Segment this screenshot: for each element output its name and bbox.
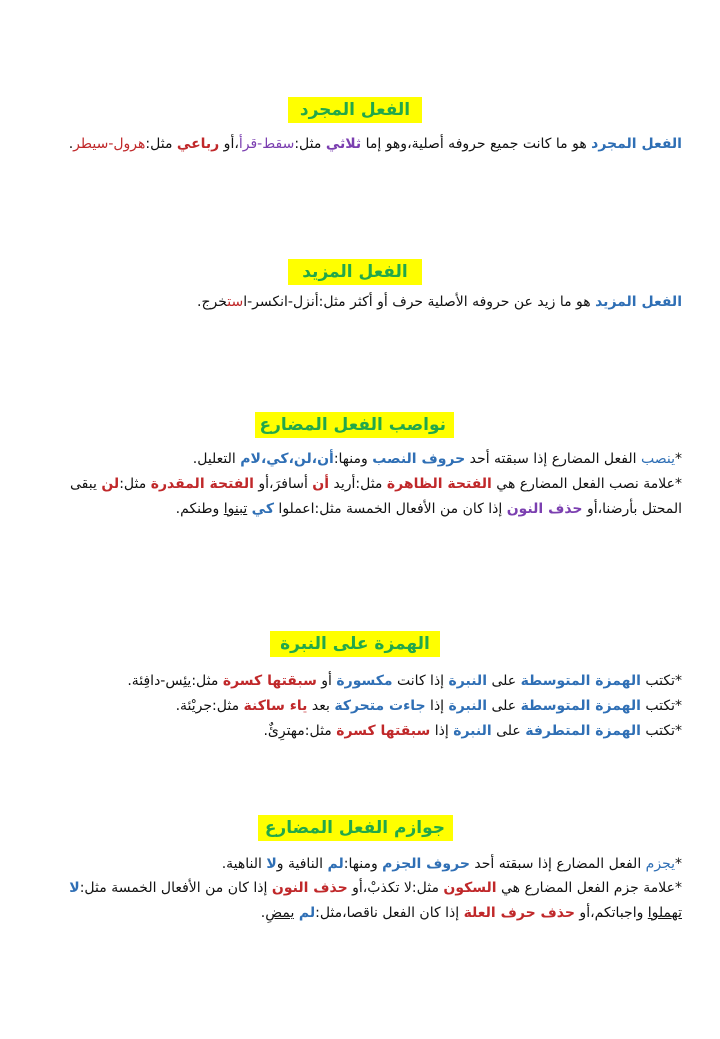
text-segment: *تكتب bbox=[640, 673, 682, 689]
text-segment: *علامة جزم الفعل المضارع هي bbox=[496, 880, 682, 896]
text-segment: الهمزة المتوسطة bbox=[520, 673, 641, 689]
text-segment: أسافرَ،أو bbox=[253, 476, 313, 492]
text-segment: تهملوا bbox=[647, 905, 682, 921]
text-segment: الهمزة المتوسطة bbox=[520, 698, 641, 714]
text-segment: ينصب bbox=[640, 451, 675, 467]
text-segment: *علامة نصب الفعل المضارع هي bbox=[491, 476, 682, 492]
line bbox=[176, 498, 682, 520]
text-segment: *تكتب bbox=[640, 723, 682, 739]
text-segment: إذا كان من الأفعال الخمسة مثل:اعملوا bbox=[273, 501, 507, 517]
text-segment: حروف الجزم bbox=[382, 856, 470, 872]
text-segment: الفعل المضارع إذا سبقته أحد bbox=[469, 856, 646, 872]
text-segment: هو ما زيد عن حروفه الأصلية حرف أو أكثر مثل:أنزل-انكسر-ا bbox=[243, 294, 596, 310]
text-segment: * bbox=[675, 451, 682, 467]
text-segment: ثلاثي bbox=[325, 136, 362, 152]
text-segment: *تكتب bbox=[640, 698, 682, 714]
line bbox=[70, 473, 682, 495]
text-segment: أن bbox=[312, 476, 330, 492]
text-segment: الناهية. bbox=[221, 856, 267, 872]
text-segment: رباعي bbox=[176, 136, 220, 152]
title-verb-mazid: الفعل المزيد bbox=[288, 259, 422, 285]
line bbox=[263, 720, 682, 742]
text-segment: ومنها: bbox=[343, 856, 383, 872]
text-segment: السكون bbox=[443, 880, 497, 896]
line bbox=[176, 695, 682, 717]
text-segment: سقط-قرأ bbox=[238, 136, 295, 152]
title-verb-mujarrad: الفعل المجرد bbox=[288, 97, 422, 123]
line bbox=[69, 877, 682, 899]
text-segment: الفعل المزيد bbox=[595, 294, 682, 310]
text-segment: بعد bbox=[307, 698, 335, 714]
text-segment: إذا كان الفعل ناقصا،مثل: bbox=[315, 905, 464, 921]
text-segment: هرول-سيطر bbox=[73, 136, 146, 152]
text-segment: الفتحة المقدرة bbox=[150, 476, 254, 492]
text-segment: الهمزة المتطرفة bbox=[525, 723, 641, 739]
text-segment: مثل: bbox=[294, 136, 326, 152]
text-segment: حذف النون bbox=[271, 880, 348, 896]
text-segment: سبقتها كسرة bbox=[222, 673, 317, 689]
text-segment: يبقى bbox=[70, 476, 102, 492]
text-segment: حروف النصب bbox=[372, 451, 466, 467]
line bbox=[222, 853, 682, 875]
text-segment: النبرة bbox=[448, 698, 487, 714]
text-segment: إذا كانت bbox=[392, 673, 449, 689]
text-segment: مكسورة bbox=[336, 673, 393, 689]
text-segment: هو ما كانت جميع حروفه أصلية،وهو إما bbox=[361, 136, 592, 152]
text-segment: الفعل المضارع إذا سبقته أحد bbox=[465, 451, 641, 467]
title-jawazim: جوازم الفعل المضارع bbox=[258, 815, 453, 841]
line bbox=[69, 133, 682, 155]
text-segment: مثل: bbox=[119, 476, 151, 492]
text-segment: مثل:مهترِئٌ. bbox=[263, 723, 337, 739]
text-segment: مثل:يئِس-دافِئة. bbox=[127, 673, 223, 689]
text-segment: ياء ساكنة bbox=[243, 698, 308, 714]
text-segment: . bbox=[260, 905, 266, 921]
text-segment: كي bbox=[251, 501, 274, 517]
text-segment: لم bbox=[327, 856, 344, 872]
text-segment: إذا كان من الأفعال الخمسة مثل: bbox=[79, 880, 272, 896]
text-segment: لا bbox=[266, 856, 277, 872]
text-segment: حذف النون bbox=[506, 501, 583, 517]
text-segment: مثل:لا تكذبْ،أو bbox=[347, 880, 444, 896]
text-segment: حذف حرف العلة bbox=[463, 905, 575, 921]
text-segment: على bbox=[491, 723, 526, 739]
text-segment: مثل:أريد bbox=[329, 476, 387, 492]
text-segment: يجزم bbox=[645, 856, 675, 872]
text-segment: خرج. bbox=[197, 294, 228, 310]
text-segment: على bbox=[487, 673, 521, 689]
text-segment: الفعل المجرد bbox=[591, 136, 682, 152]
title-nawasib: نواصب الفعل المضارع bbox=[255, 412, 454, 438]
text-segment: أو bbox=[316, 673, 337, 689]
line bbox=[261, 902, 682, 924]
text-segment: مثل: bbox=[145, 136, 177, 152]
text-segment: المحتل بأرضنا،أو bbox=[582, 501, 682, 517]
text-segment: وطنكم. bbox=[175, 501, 224, 517]
text-segment: واجباتكم،أو bbox=[574, 905, 648, 921]
text-segment: النبرة bbox=[453, 723, 492, 739]
text-segment: على bbox=[487, 698, 521, 714]
text-segment: مثل:جريْئة. bbox=[175, 698, 244, 714]
text-segment: تبنوا bbox=[223, 501, 248, 517]
text-segment: النبرة bbox=[448, 673, 487, 689]
title-hamza-nabra: الهمزة على النبرة bbox=[270, 631, 440, 657]
text-segment: . bbox=[68, 136, 74, 152]
text-segment: سبقتها كسرة bbox=[336, 723, 431, 739]
text-segment: جاءت متحركة bbox=[334, 698, 426, 714]
text-segment: لن bbox=[101, 476, 120, 492]
text-segment: أن،لن،كي،لام bbox=[240, 451, 334, 467]
text-segment: لم bbox=[298, 905, 316, 921]
text-segment: ،أو bbox=[219, 136, 239, 152]
text-segment: الفتحة الظاهرة bbox=[386, 476, 492, 492]
text-segment: إذا bbox=[425, 698, 449, 714]
line bbox=[127, 670, 682, 692]
text-segment: النافية و bbox=[276, 856, 328, 872]
text-segment: إذا bbox=[430, 723, 454, 739]
text-segment: يمضِ bbox=[265, 905, 295, 921]
text-segment: لا bbox=[69, 880, 80, 896]
text-segment: ست bbox=[227, 294, 244, 310]
text-segment: ومنها: bbox=[333, 451, 373, 467]
line bbox=[197, 291, 682, 313]
text-segment: * bbox=[675, 856, 682, 872]
line bbox=[193, 448, 682, 470]
text-segment: التعليل. bbox=[192, 451, 241, 467]
